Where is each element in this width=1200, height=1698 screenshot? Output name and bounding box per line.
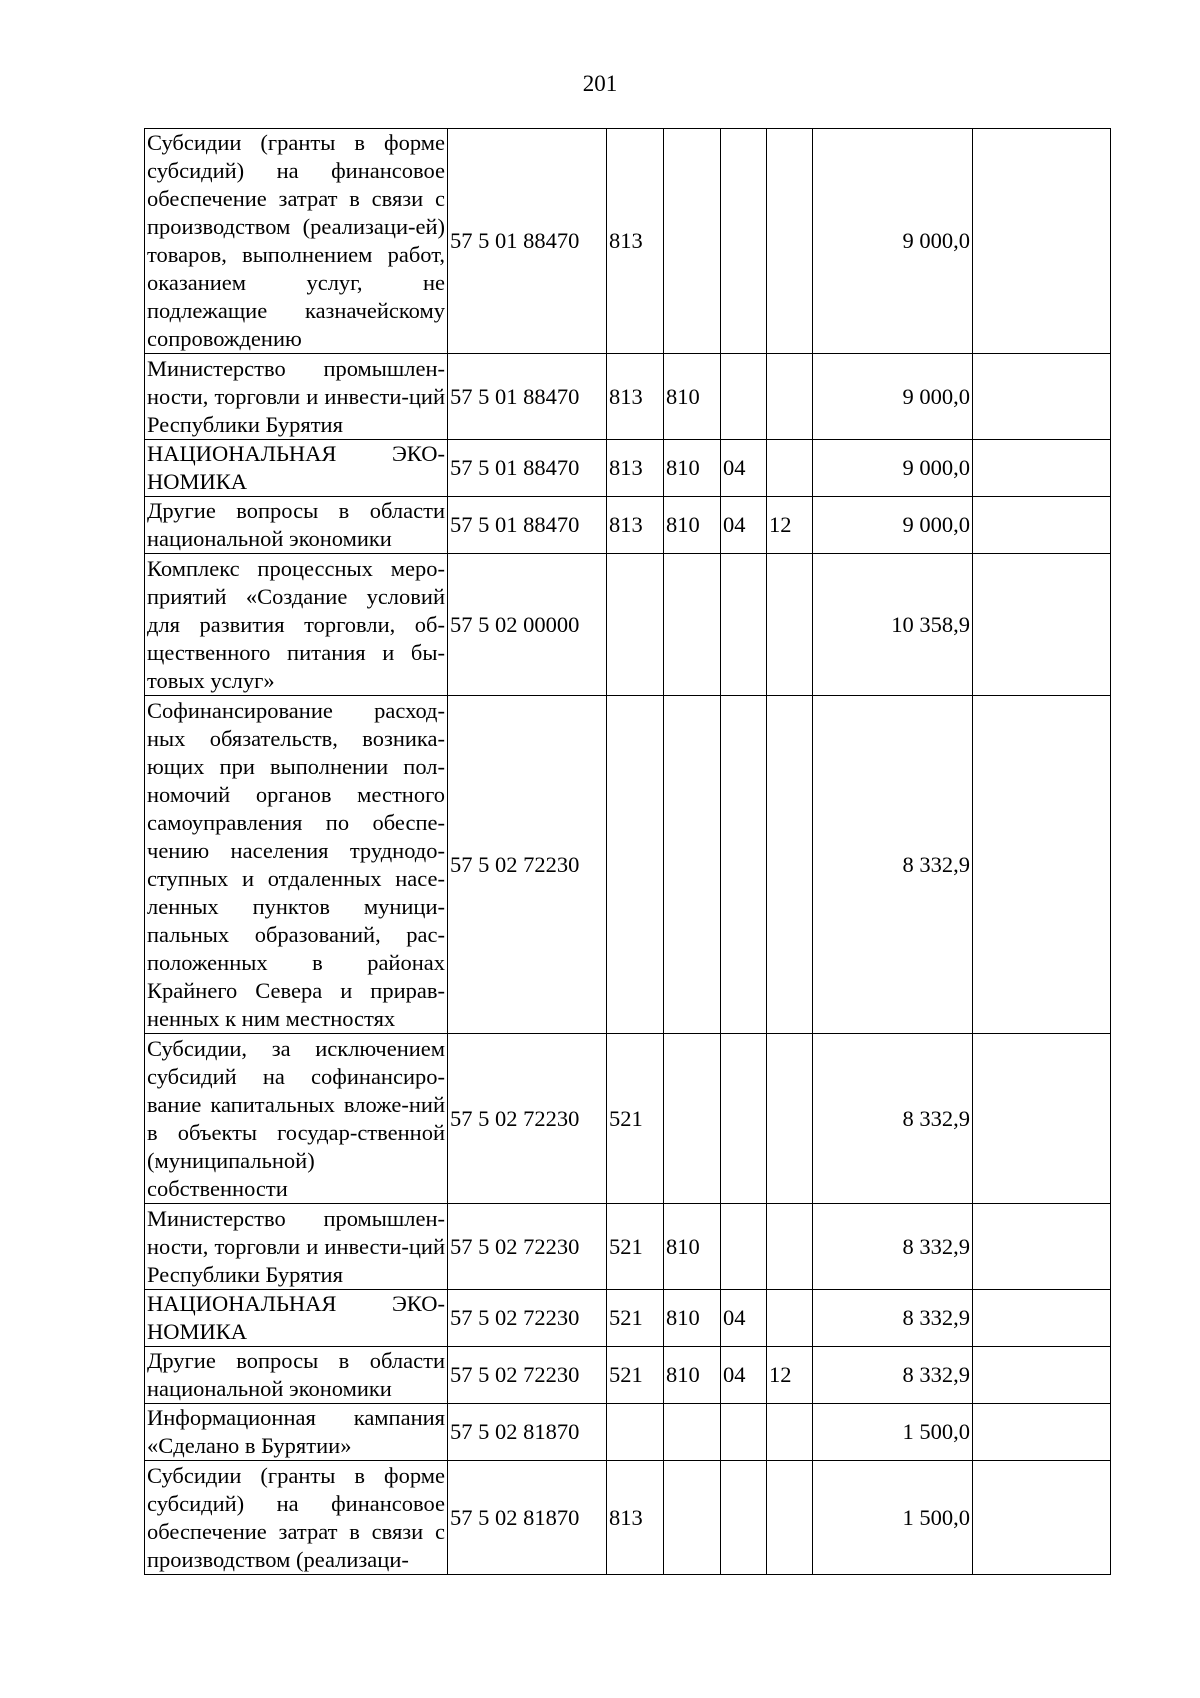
table-row (145, 129, 1111, 354)
target-article-code: 57 5 02 72230 (448, 696, 607, 1034)
section-code (721, 354, 767, 440)
empty-cell (973, 1461, 1111, 1575)
row-name: Субсидии (гранты в форме субсидий) на финансовое обеспечение затрат в связи с производством (реализаци-ей) товаров, выполнением работ, оказанием услуг, не подлежащие казначейскому сопровождению (145, 129, 448, 354)
table-row (145, 696, 1111, 1034)
subsection-code (767, 129, 813, 354)
section-code: 04 (721, 1347, 767, 1404)
empty-cell (973, 1404, 1111, 1461)
target-article-code: 57 5 02 81870 (448, 1461, 607, 1575)
table-row (145, 1290, 1111, 1347)
expense-type-code: 521 (607, 1347, 664, 1404)
amount: 8 332,9 (813, 696, 973, 1034)
expense-type-code: 813 (607, 440, 664, 497)
subsection-code (767, 1204, 813, 1290)
expense-type-code: 521 (607, 1290, 664, 1347)
table-row (145, 554, 1111, 696)
section-code (721, 1034, 767, 1204)
subsection-code (767, 1461, 813, 1575)
amount: 10 358,9 (813, 554, 973, 696)
budget-table (144, 128, 1111, 1575)
expense-type-code: 813 (607, 497, 664, 554)
section-code (721, 1461, 767, 1575)
expense-type-code: 813 (607, 354, 664, 440)
row-name: Министерство промышлен-ности, торговли и инвести-ций Республики Бурятия (145, 1204, 448, 1290)
expense-type-code (607, 554, 664, 696)
ministry-code (664, 554, 721, 696)
ministry-code: 810 (664, 1204, 721, 1290)
row-name: Другие вопросы в области национальной экономики (145, 1347, 448, 1404)
section-code: 04 (721, 440, 767, 497)
empty-cell (973, 696, 1111, 1034)
empty-cell (973, 1347, 1111, 1404)
ministry-code: 810 (664, 354, 721, 440)
expense-type-code: 521 (607, 1034, 664, 1204)
expense-type-code: 813 (607, 1461, 664, 1575)
target-article-code: 57 5 01 88470 (448, 497, 607, 554)
empty-cell (973, 1204, 1111, 1290)
section-code: 04 (721, 1290, 767, 1347)
subsection-code (767, 696, 813, 1034)
target-article-code: 57 5 02 81870 (448, 1404, 607, 1461)
ministry-code: 810 (664, 440, 721, 497)
amount: 9 000,0 (813, 440, 973, 497)
empty-cell (973, 129, 1111, 354)
row-name: НАЦИОНАЛЬНАЯ ЭКО-НОМИКА (145, 440, 448, 497)
target-article-code: 57 5 02 72230 (448, 1034, 607, 1204)
row-name: Субсидии, за исключением субсидий на софинансиро-вание капитальных вложе-ний в объекты государ-ственной (муниципальной) собственности (145, 1034, 448, 1204)
table-row (145, 354, 1111, 440)
subsection-code (767, 440, 813, 497)
section-code (721, 696, 767, 1034)
row-name: Другие вопросы в области национальной экономики (145, 497, 448, 554)
target-article-code: 57 5 02 72230 (448, 1290, 607, 1347)
budget-table-body (145, 129, 1111, 1575)
empty-cell (973, 554, 1111, 696)
ministry-code (664, 1461, 721, 1575)
row-name: Министерство промышлен-ности, торговли и инвести-ций Республики Бурятия (145, 354, 448, 440)
row-name: Софинансирование расход-ных обязательств, возника-ющих при выполнении пол-номочий органов местного самоуправления по обеспе-чению населения труднодо-ступных и отдаленных насе-ленных пунктов муници-пальных образований, рас-положенных в районах Крайнего Севера и прирав-ненных к ним местностях (145, 696, 448, 1034)
amount: 1 500,0 (813, 1404, 973, 1461)
amount: 9 000,0 (813, 354, 973, 440)
empty-cell (973, 354, 1111, 440)
target-article-code: 57 5 01 88470 (448, 354, 607, 440)
table-row (145, 497, 1111, 554)
ministry-code (664, 129, 721, 354)
amount: 8 332,9 (813, 1204, 973, 1290)
amount: 8 332,9 (813, 1290, 973, 1347)
subsection-code (767, 1290, 813, 1347)
table-row (145, 1404, 1111, 1461)
empty-cell (973, 1290, 1111, 1347)
section-code (721, 1404, 767, 1461)
target-article-code: 57 5 01 88470 (448, 440, 607, 497)
subsection-code: 12 (767, 1347, 813, 1404)
row-name: Информационная кампания «Сделано в Бурятии» (145, 1404, 448, 1461)
row-name: НАЦИОНАЛЬНАЯ ЭКО-НОМИКА (145, 1290, 448, 1347)
target-article-code: 57 5 02 72230 (448, 1347, 607, 1404)
section-code: 04 (721, 497, 767, 554)
subsection-code (767, 554, 813, 696)
table-row (145, 1204, 1111, 1290)
target-article-code: 57 5 02 72230 (448, 1204, 607, 1290)
subsection-code (767, 354, 813, 440)
empty-cell (973, 440, 1111, 497)
section-code (721, 554, 767, 696)
subsection-code (767, 1404, 813, 1461)
empty-cell (973, 497, 1111, 554)
ministry-code: 810 (664, 1290, 721, 1347)
subsection-code (767, 1034, 813, 1204)
amount: 1 500,0 (813, 1461, 973, 1575)
expense-type-code (607, 696, 664, 1034)
amount: 9 000,0 (813, 497, 973, 554)
amount: 8 332,9 (813, 1347, 973, 1404)
empty-cell (973, 1034, 1111, 1204)
amount: 9 000,0 (813, 129, 973, 354)
ministry-code (664, 696, 721, 1034)
expense-type-code: 521 (607, 1204, 664, 1290)
table-row (145, 1347, 1111, 1404)
expense-type-code: 813 (607, 129, 664, 354)
row-name: Субсидии (гранты в форме субсидий) на финансовое обеспечение затрат в связи с производством (реализаци- (145, 1461, 448, 1575)
amount: 8 332,9 (813, 1034, 973, 1204)
ministry-code (664, 1404, 721, 1461)
table-row (145, 440, 1111, 497)
row-name: Комплекс процессных меро-приятий «Создание условий для развития торговли, об-щественного питания и бы-товых услуг» (145, 554, 448, 696)
target-article-code: 57 5 01 88470 (448, 129, 607, 354)
expense-type-code (607, 1404, 664, 1461)
page-number: 201 (582, 71, 618, 96)
section-code (721, 129, 767, 354)
target-article-code: 57 5 02 00000 (448, 554, 607, 696)
table-row (145, 1461, 1111, 1575)
subsection-code: 12 (767, 497, 813, 554)
table-row (145, 1034, 1111, 1204)
ministry-code (664, 1034, 721, 1204)
section-code (721, 1204, 767, 1290)
ministry-code: 810 (664, 497, 721, 554)
ministry-code: 810 (664, 1347, 721, 1404)
